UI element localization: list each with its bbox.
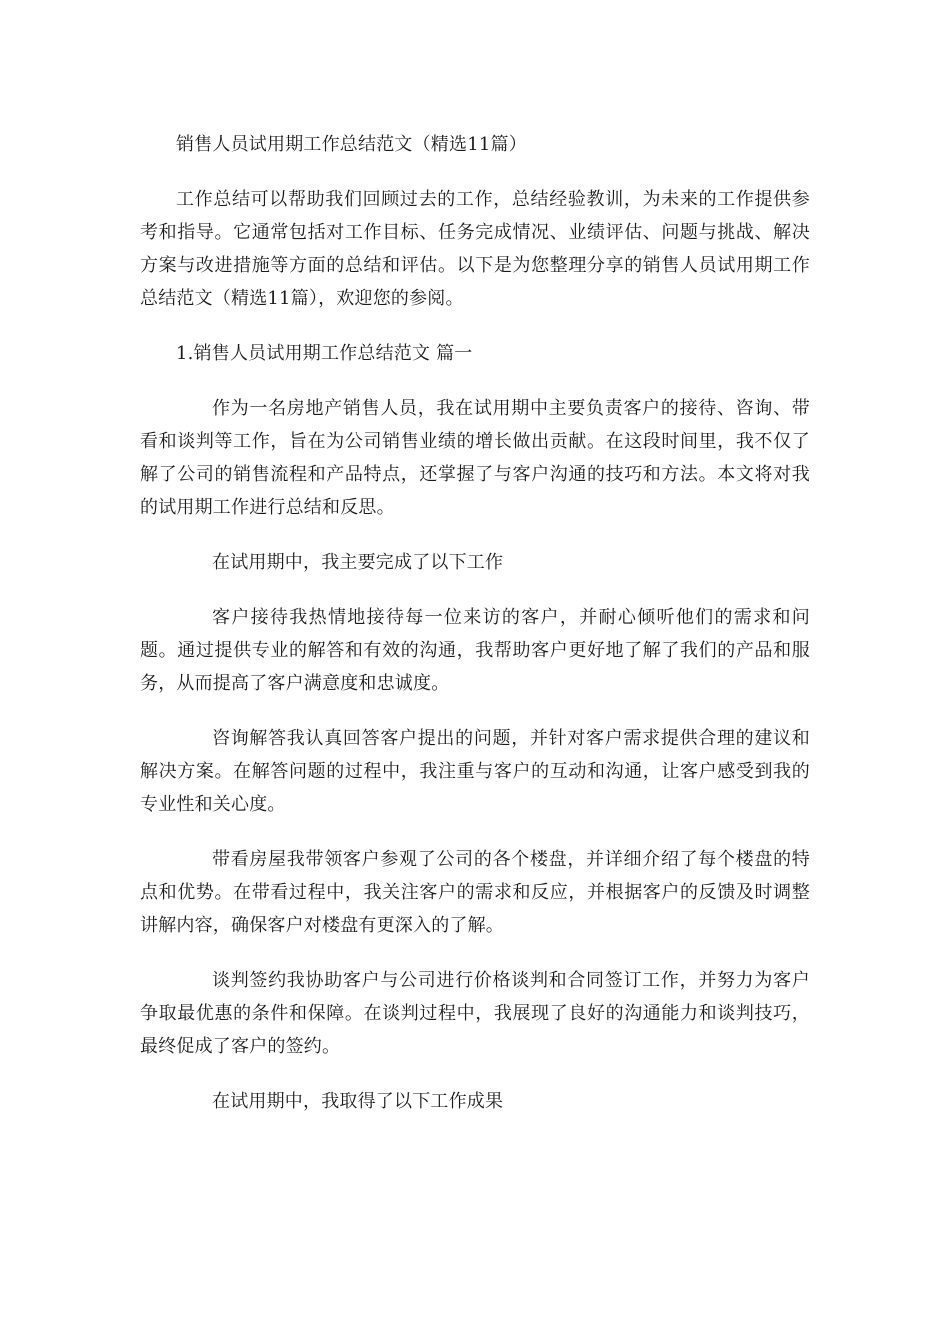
section-heading: 1.销售人员试用期工作总结范文 篇一 — [176, 343, 473, 364]
body-paragraph: 谈判签约我协助客户与公司进行价格谈判和合同签订工作，并努力为客户争取最优惠的条件和保障。在谈判过程中，我展现了良好的沟通能力和谈判技巧，最终促成了客户的签约。 — [140, 970, 810, 1057]
document-title: 销售人员试用期工作总结范文（精选11篇） — [176, 134, 527, 155]
body-paragraph: 客户接待我热情地接待每一位来访的客户，并耐心倾听他们的需求和问题。通过提供专业的解答和有效的沟通，我帮助客户更好地了解了我们的产品和服务，从而提高了客户满意度和忠诚度。 — [140, 607, 810, 694]
body-paragraph: 在试用期中，我取得了以下工作成果 — [212, 1091, 504, 1112]
body-paragraph: 作为一名房地产销售人员，我在试用期中主要负责客户的接待、咨询、带看和谈判等工作，旨在为公司销售业绩的增长做出贡献。在这段时间里，我不仅了解了公司的销售流程和产品特点，还掌握了与客户沟通的技巧和方法。本文将对我的试用期工作进行总结和反思。 — [140, 398, 810, 518]
body-paragraph: 带看房屋我带领客户参观了公司的各个楼盘，并详细介绍了每个楼盘的特点和优势。在带看过程中，我关注客户的需求和反应，并根据客户的反馈及时调整讲解内容，确保客户对楼盘有更深入的了解。 — [140, 849, 810, 936]
document-body — [140, 128, 810, 1140]
body-paragraph: 咨询解答我认真回答客户提出的问题，并针对客户需求提供合理的建议和解决方案。在解答问题的过程中，我注重与客户的互动和沟通，让客户感受到我的专业性和关心度。 — [140, 728, 810, 815]
intro-paragraph: 工作总结可以帮助我们回顾过去的工作，总结经验教训，为未来的工作提供参考和指导。它通常包括对工作目标、任务完成情况、业绩评估、问题与挑战、解决方案与改进措施等方面的总结和评估。以下是为您整理分享的销售人员试用期工作总结范文（精选11篇），欢迎您的参阅。 — [140, 189, 810, 309]
body-paragraph: 在试用期中，我主要完成了以下工作 — [212, 552, 504, 573]
